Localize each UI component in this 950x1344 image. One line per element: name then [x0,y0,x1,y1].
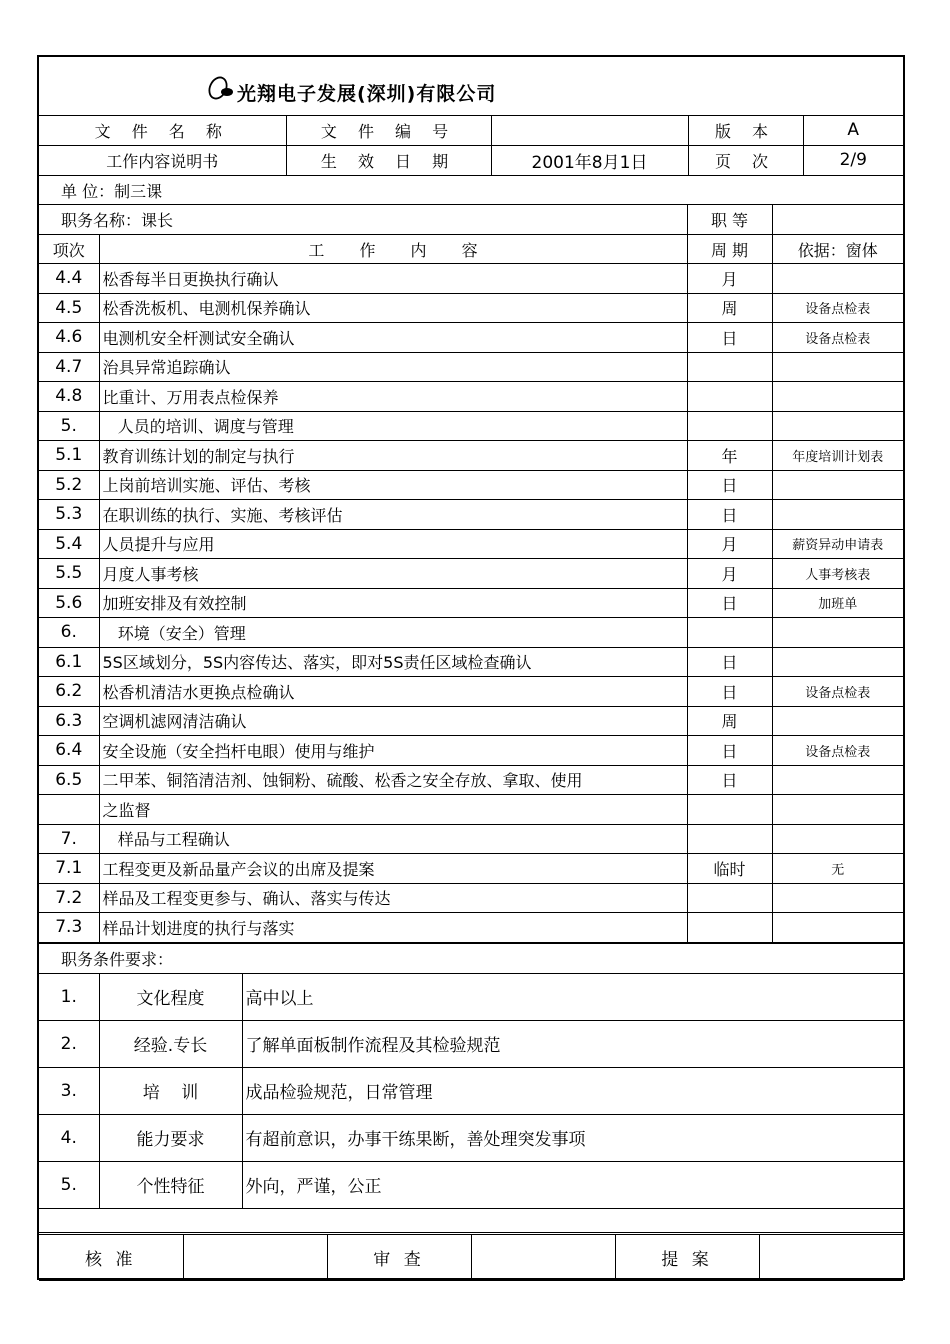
row-cycle [687,411,772,441]
row-cycle: 日 [687,677,772,707]
requirement-label: 经验.专长 [99,1020,242,1067]
row-cycle [687,382,772,412]
document-info-table [39,116,903,176]
row-no: 5.5 [39,559,99,589]
table-row [39,500,903,530]
requirement-no: 1. [39,973,99,1020]
row-no: 5.1 [39,441,99,471]
row-content: 工程变更及新品量产会议的出席及提案 [99,854,687,884]
approve-label: 核 准 [39,1235,183,1281]
row-no: 6.2 [39,677,99,707]
row-no: 4.7 [39,352,99,382]
row-cycle: 日 [687,588,772,618]
row-content: 加班安排及有效控制 [99,588,687,618]
row-content: 样品计划进度的执行与落实 [99,913,687,943]
row-basis [772,647,903,677]
requirement-no: 4. [39,1114,99,1161]
page-value: 2/9 [803,145,903,175]
row-basis: 无 [772,854,903,884]
row-content: 比重计、万用表点检保养 [99,382,687,412]
row-cycle: 日 [687,736,772,766]
job-description-sheet [37,55,905,1280]
file-name-label: 文 件 名 称 [39,116,286,145]
row-basis: 年度培训计划表 [772,441,903,471]
requirement-label: 文化程度 [99,973,242,1020]
requirement-label: 个性特征 [99,1161,242,1208]
table-row [39,824,903,854]
propose-label: 提 案 [615,1235,759,1281]
row-content: 松香机清洁水更换点检确认 [99,677,687,707]
column-header-content: 工 作 内 容 [99,235,687,264]
row-basis: 薪资异动申请表 [772,529,903,559]
row-basis: 加班单 [772,588,903,618]
grade-value [772,205,903,235]
row-content: 人员的培训、调度与管理 [99,411,687,441]
row-cycle [687,352,772,382]
row-cycle: 年 [687,441,772,471]
blank-cell [39,1208,903,1232]
table-row [39,411,903,441]
version-label: 版 本 [688,116,803,145]
row-content: 安全设施（安全挡杆电眼）使用与维护 [99,736,687,766]
row-content: 在职训练的执行、实施、考核评估 [99,500,687,530]
row-cycle: 日 [687,500,772,530]
table-row [39,441,903,471]
row-cycle: 日 [687,647,772,677]
row-no: 7.3 [39,913,99,943]
review-label: 审 查 [327,1235,471,1281]
row-cycle: 周 [687,293,772,323]
row-no: 6.4 [39,736,99,766]
row-no: 5.6 [39,588,99,618]
table-row [39,618,903,648]
table-row [39,529,903,559]
row-no: 7. [39,824,99,854]
column-header-item: 项次 [39,235,99,264]
table-row [39,706,903,736]
row-content: 二甲苯、铜箔清洁剂、蚀铜粉、硫酸、松香之安全存放、拿取、使用 [99,765,687,795]
row-basis [772,883,903,913]
column-header-basis: 依据：窗体 [772,235,903,264]
row-basis [772,470,903,500]
row-content: 月度人事考核 [99,559,687,589]
company-logo-icon [207,75,237,101]
requirements-title: 职务条件要求： [39,943,903,973]
file-no-value [491,116,688,145]
row-no: 5.4 [39,529,99,559]
row-cycle: 月 [687,559,772,589]
row-basis [772,382,903,412]
requirement-no: 2. [39,1020,99,1067]
row-basis [772,824,903,854]
version-value: A [803,116,903,145]
row-basis [772,795,903,825]
requirement-value: 有超前意识，办事干练果断，善处理突发事项 [242,1114,903,1161]
file-name-value: 工作内容说明书 [39,145,286,175]
requirement-label: 能力要求 [99,1114,242,1161]
requirement-value: 高中以上 [242,973,903,1020]
unit-line: 单 位：制三课 [39,176,903,205]
row-content: 样品及工程变更参与、确认、落实与传达 [99,883,687,913]
approve-signature-cell[interactable] [183,1235,327,1281]
propose-signature-cell[interactable] [759,1235,903,1281]
table-row [39,647,903,677]
row-no: 4.4 [39,264,99,294]
row-cycle: 周 [687,706,772,736]
row-no: 6. [39,618,99,648]
row-cycle [687,795,772,825]
requirement-row [39,1114,903,1161]
table-row [39,736,903,766]
row-no: 6.1 [39,647,99,677]
table-row [39,588,903,618]
table-row [39,323,903,353]
row-content: 5S区域划分，5S内容传达、落实，即对5S责任区域检查确认 [99,647,687,677]
table-row [39,677,903,707]
row-no: 4.8 [39,382,99,412]
grade-label: 职 等 [687,205,772,235]
row-basis: 设备点检表 [772,293,903,323]
requirement-row [39,973,903,1020]
row-cycle: 日 [687,765,772,795]
requirement-value: 了解单面板制作流程及其检验规范 [242,1020,903,1067]
row-basis: 设备点检表 [772,677,903,707]
row-content: 空调机滤网清洁确认 [99,706,687,736]
row-content: 治具异常追踪确认 [99,352,687,382]
task-table [39,175,903,943]
requirement-value: 成品检验规范，日常管理 [242,1067,903,1114]
file-no-label: 文 件 编 号 [286,116,491,145]
table-row [39,765,903,795]
row-no [39,795,99,825]
requirement-no: 3. [39,1067,99,1114]
effective-date-label: 生 效 日 期 [286,145,491,175]
row-content: 松香每半日更换执行确认 [99,264,687,294]
row-basis: 设备点检表 [772,323,903,353]
row-cycle [687,883,772,913]
row-content: 上岗前培训实施、评估、考核 [99,470,687,500]
row-cycle [687,824,772,854]
row-content: 样品与工程确认 [99,824,687,854]
row-basis [772,411,903,441]
row-basis [772,618,903,648]
review-signature-cell[interactable] [471,1235,615,1281]
requirement-row [39,1020,903,1067]
blank-row [39,1208,903,1232]
effective-date-value: 2001年8月1日 [491,145,688,175]
row-cycle: 日 [687,323,772,353]
row-content: 人员提升与应用 [99,529,687,559]
row-content: 电测机安全杆测试安全确认 [99,323,687,353]
row-no: 7.2 [39,883,99,913]
table-row [39,883,903,913]
row-basis [772,913,903,943]
table-row [39,559,903,589]
row-content: 之监督 [99,795,687,825]
row-basis: 设备点检表 [772,736,903,766]
row-basis [772,706,903,736]
title-bar [39,57,903,116]
column-header-cycle: 周 期 [687,235,772,264]
row-cycle: 月 [687,529,772,559]
row-no: 5.2 [39,470,99,500]
row-basis: 人事考核表 [772,559,903,589]
requirement-value: 外向，严谨，公正 [242,1161,903,1208]
table-row [39,352,903,382]
table-row [39,854,903,884]
requirement-row [39,1067,903,1114]
row-no: 4.6 [39,323,99,353]
row-no: 5. [39,411,99,441]
row-no: 7.1 [39,854,99,884]
row-content: 教育训练计划的制定与执行 [99,441,687,471]
company-name: 光翔电子发展(深圳)有限公司 [237,83,497,105]
row-cycle: 日 [687,470,772,500]
row-cycle: 临时 [687,854,772,884]
row-no: 5.3 [39,500,99,530]
requirement-label: 培 训 [99,1067,242,1114]
table-row [39,264,903,294]
row-basis [772,264,903,294]
row-content: 松香洗板机、电测机保养确认 [99,293,687,323]
table-row [39,293,903,323]
page-label: 页 次 [688,145,803,175]
table-row [39,470,903,500]
row-cycle [687,913,772,943]
signoff-table [39,1234,903,1281]
position-title: 职务名称：课长 [39,205,687,235]
table-row [39,795,903,825]
table-row [39,913,903,943]
requirement-no: 5. [39,1161,99,1208]
row-basis [772,765,903,795]
row-content: 环境（安全）管理 [99,618,687,648]
row-basis [772,352,903,382]
row-cycle: 月 [687,264,772,294]
requirements-table [39,942,903,1233]
row-no: 6.5 [39,765,99,795]
table-row [39,382,903,412]
requirement-row [39,1161,903,1208]
row-basis [772,500,903,530]
row-no: 4.5 [39,293,99,323]
row-cycle [687,618,772,648]
row-no: 6.3 [39,706,99,736]
